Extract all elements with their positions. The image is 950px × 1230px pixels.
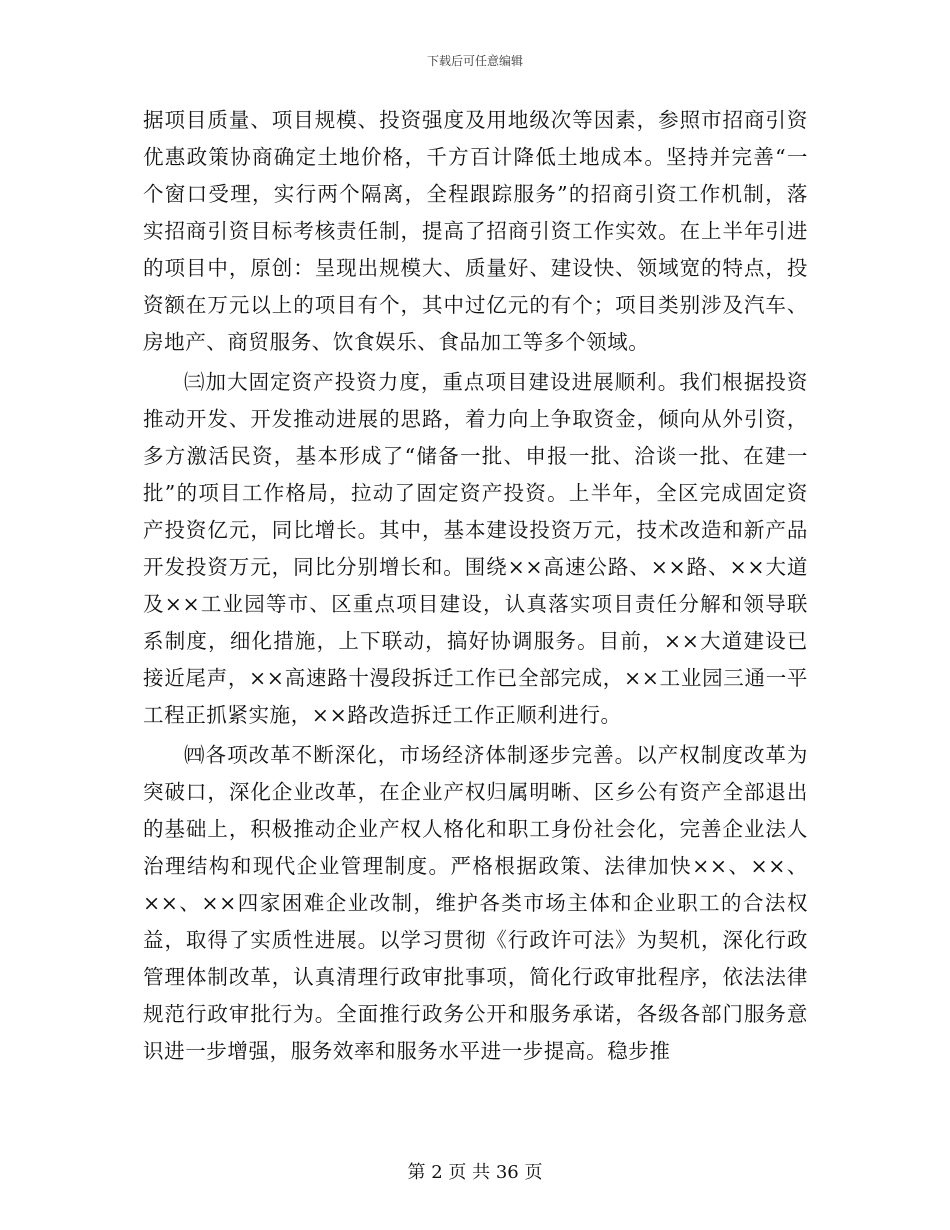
paragraph-continuation: 据项目质量、项目规模、投资强度及用地级次等因素，参照市招商引资优惠政策协商确定土地价格，千方百计降低土地成本。坚持并完善“一个窗口受理，实行两个隔离，全程跟踪服务”的招商引资工作机制，落实招商引资目标考核责任制，提高了招商引资工作实效。在上半年引进的项目中，原创：呈现出规模大、质量好、建设快、领域宽的特点，投资额在万元以上的项目有个，其中过亿元的有个；项目类别涉及汽车、房地产、商贸服务、饮食娱乐、食品加工等多个领域。 — [143, 108, 808, 354]
document-body — [143, 102, 808, 1070]
page-number-footer: 第 2 页 共 36 页 — [407, 1162, 543, 1183]
paragraph-section-3: ㈢加大固定资产投资力度，重点项目建设进展顺利。我们根据投资推动开发、开发推动进展的思路，着力向上争取资金，倾向从外引资，多方激活民资，基本形成了“储备一批、申报一批、洽谈一批、在建一批”的项目工作格局，拉动了固定资产投资。上半年，全区完成固定资产投资亿元，同比增长。其中，基本建设投资万元，技术改造和新产品开发投资万元，同比分别增长和。围绕××高速公路、××路、××大道及××工业园等市、区重点项目建设，认真落实项目责任分解和领导联系制度，细化措施，上下联动，搞好协调服务。目前，××大道建设已接近尾声，××高速路十漫段拆迁工作已全部完成，××工业园三通一平工程正抓紧实施，××路改造拆迁工作正顺利进行。 — [143, 370, 808, 727]
paragraph-section-4: ㈣各项改革不断深化，市场经济体制逐步完善。以产权制度改革为突破口，深化企业改革，在企业产权归属明晰、区乡公有资产全部退出的基础上，积极推动企业产权人格化和职工身份社会化，完善企业法人治理结构和现代企业管理制度。严格根据政策、法律加快××、××、××、××四家困难企业改制，维护各类市场主体和企业职工的合法权益，取得了实质性进展。以学习贯彻《行政许可法》为契机，深化行政管理体制改革，认真清理行政审批事项，简化行政审批程序，依法法律规范行政审批行为。全面推行政务公开和服务承诺，各级各部门服务意识进一步增强，服务效率和服务水平进一步提高。稳步推 — [143, 743, 808, 1063]
page-header: 下载后可任意编辑 — [426, 54, 523, 68]
